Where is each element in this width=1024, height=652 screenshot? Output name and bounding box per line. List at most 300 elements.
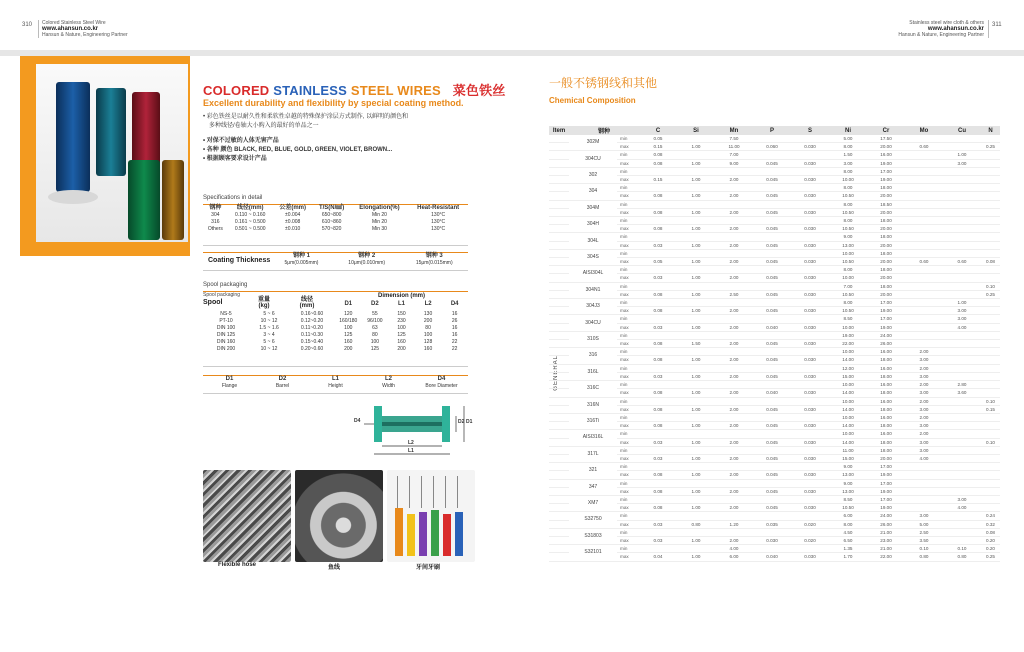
value-cell: 0.030 [791,405,829,413]
value-cell [753,479,791,487]
value-cell [677,315,715,323]
value-cell: 2.00 [715,536,753,544]
value-cell [639,299,677,307]
value-cell: 18.00 [867,184,905,192]
item-cell [549,151,569,159]
value-cell [943,463,981,471]
value-cell [753,348,791,356]
value-cell [981,323,1000,331]
value-cell [943,340,981,348]
min-max-label: max [617,389,639,397]
value-cell [905,200,943,208]
min-max-label: max [617,422,639,430]
value-cell [639,348,677,356]
value-cell: 10.00 [829,413,867,421]
value-cell: 0.25 [981,143,1000,151]
value-cell: 0.10 [943,545,981,553]
value-cell [715,331,753,339]
value-cell [753,512,791,520]
right-header [898,20,984,38]
value-cell [677,495,715,503]
value-cell [753,184,791,192]
grade-cell: 304N1 [569,282,617,298]
value-cell [639,397,677,405]
value-cell: 14.00 [829,405,867,413]
table-row [549,536,1000,544]
value-cell: 0.020 [791,536,829,544]
value-cell: 1.00 [677,454,715,462]
value-cell: 0.08 [639,471,677,479]
value-cell: 2.00 [715,389,753,397]
table-row [549,405,1000,413]
value-cell [981,307,1000,315]
value-cell: 17.00 [867,463,905,471]
value-cell: 0.030 [753,536,791,544]
min-max-label: min [617,167,639,175]
value-cell [981,430,1000,438]
value-cell: 20.00 [867,143,905,151]
value-cell [791,184,829,192]
value-cell [905,323,943,331]
table-row [549,545,1000,553]
value-cell: 3.00 [943,307,981,315]
value-cell [791,512,829,520]
table-row [549,258,1000,266]
value-cell [677,381,715,389]
table-row [549,397,1000,405]
item-cell [549,422,569,430]
value-cell: 0.08 [981,528,1000,536]
value-cell: 8.00 [829,184,867,192]
value-cell: 15.00 [829,372,867,380]
label-l1: L1 [408,448,414,454]
value-cell: 10.00 [829,381,867,389]
value-cell [791,381,829,389]
value-cell: 8.00 [829,143,867,151]
bullet-1b: 多种线径/卷轴大小购入的最好的单品之一 [209,123,319,129]
spool-diagram [354,400,473,462]
value-cell: 0.045 [753,274,791,282]
value-cell [791,479,829,487]
col-cu: Cu [943,126,981,135]
value-cell [943,176,981,184]
item-cell [549,397,569,405]
table-row [549,290,1000,298]
col-mn: Mn [715,126,753,135]
value-cell: 0.030 [791,471,829,479]
value-cell: 0.10 [981,282,1000,290]
min-max-label: min [617,348,639,356]
item-cell [549,282,569,290]
value-cell [753,463,791,471]
value-cell [943,446,981,454]
value-cell: 0.040 [753,323,791,331]
value-cell: 2.00 [715,340,753,348]
value-cell: 4.00 [943,504,981,512]
value-cell: 0.08 [639,192,677,200]
value-cell: 18.50 [867,200,905,208]
value-cell [791,200,829,208]
value-cell: 1.00 [677,258,715,266]
table-row: 304 0.110 ~ 0.160 ±0.004 650~800 Min 20 130°C [211,212,446,218]
value-cell [981,159,1000,167]
value-cell [677,413,715,421]
value-cell [753,397,791,405]
value-cell: 2.00 [905,348,943,356]
value-cell: 2.00 [905,430,943,438]
spec-header: T/S(N/㎟) [318,205,345,211]
value-cell: 2.00 [715,208,753,216]
value-cell: 1.00 [677,192,715,200]
table-row: NS-5 5 ~ 6 0.16~0.60 120 55 150 130 16 [220,311,458,317]
value-cell [905,504,943,512]
value-cell [943,372,981,380]
value-cell: 3.00 [905,405,943,413]
value-cell: 20.00 [867,208,905,216]
value-cell: 16.00 [867,364,905,372]
table-row [549,495,1000,503]
value-cell [943,528,981,536]
right-header-url[interactable]: www.ahansun.co.kr [927,26,984,32]
value-cell [753,299,791,307]
value-cell: 1.00 [677,553,715,561]
min-max-label: min [617,479,639,487]
item-cell [549,159,569,167]
value-cell: 8.00 [829,266,867,274]
value-cell: 0.040 [753,553,791,561]
value-cell [905,135,943,143]
value-cell [639,184,677,192]
value-cell [791,135,829,143]
min-max-label: min [617,495,639,503]
spool-photo [36,64,188,242]
value-cell [905,340,943,348]
value-cell: 8.00 [829,200,867,208]
table-row [549,282,1000,290]
col-s: S [791,126,829,135]
general-side-label: GENERAL [553,355,559,391]
table-row [549,217,1000,225]
value-cell: 0.030 [791,438,829,446]
item-cell [549,135,569,143]
value-cell: 3.00 [905,438,943,446]
caption-interdental-brush: 牙间牙刷 [416,565,441,571]
value-cell: 0.045 [753,307,791,315]
item-cell [549,299,569,307]
min-max-label: min [617,512,639,520]
value-cell [943,167,981,175]
value-cell: 0.08 [639,151,677,159]
table-row [549,438,1000,446]
value-cell: 18.00 [867,233,905,241]
value-cell: 1.20 [715,520,753,528]
min-max-label: min [617,463,639,471]
value-cell [791,463,829,471]
min-max-label: max [617,454,639,462]
value-cell [943,184,981,192]
table-row [549,348,1000,356]
spec-header: 线径(mm) [236,205,264,211]
value-cell [715,348,753,356]
table-row [549,331,1000,339]
spool-packaging-label: Spool packaging [203,292,240,298]
left-header-url[interactable]: www.ahansun.co.kr [42,26,99,32]
min-max-label: max [617,274,639,282]
value-cell [905,299,943,307]
value-cell [677,364,715,372]
value-cell [753,545,791,553]
bullet-list [203,113,463,164]
value-cell: 10.50 [829,290,867,298]
value-cell: 6.50 [829,536,867,544]
label-d1: D1 [466,419,473,425]
value-cell [715,381,753,389]
col-mo: Mo [905,126,943,135]
value-cell [981,389,1000,397]
value-cell [677,512,715,520]
value-cell [943,225,981,233]
value-cell [639,413,677,421]
value-cell [715,233,753,241]
value-cell [791,528,829,536]
value-cell: 1.00 [943,299,981,307]
item-cell [549,553,569,561]
value-cell: 2.00 [715,274,753,282]
value-cell: 0.03 [639,536,677,544]
min-max-label: min [617,397,639,405]
table-row [549,266,1000,274]
value-cell: 1.00 [677,307,715,315]
value-cell: 19.00 [867,159,905,167]
value-cell: 0.03 [639,372,677,380]
item-cell [549,389,569,397]
value-cell [677,348,715,356]
value-cell: 0.15 [639,176,677,184]
item-cell [549,258,569,266]
value-cell [677,200,715,208]
value-cell [791,348,829,356]
value-cell [677,217,715,225]
value-cell [981,266,1000,274]
interdental-brush-photo [387,470,475,562]
value-cell [677,151,715,159]
min-max-label: max [617,372,639,380]
item-cell [549,446,569,454]
value-cell: 0.03 [639,438,677,446]
value-cell [639,249,677,257]
item-cell [549,200,569,208]
value-cell: 0.08 [639,307,677,315]
value-cell [791,364,829,372]
value-cell [905,208,943,216]
table-row [549,208,1000,216]
value-cell [791,266,829,274]
value-cell: 1.00 [677,241,715,249]
value-cell [905,167,943,175]
value-cell [677,331,715,339]
value-cell: 16.00 [867,348,905,356]
value-cell: 20.00 [867,241,905,249]
value-cell [753,135,791,143]
value-cell: 0.030 [791,356,829,364]
grade-cell: 316N [569,397,617,413]
value-cell [791,282,829,290]
value-cell: 16.00 [867,151,905,159]
value-cell: 2.00 [715,258,753,266]
value-cell: 0.24 [981,512,1000,520]
value-cell [753,167,791,175]
value-cell [905,274,943,282]
min-max-label: min [617,249,639,257]
table-row: DIN 125 3 ~ 4 0.11~0.30 125 80 125 100 16 [216,332,458,338]
value-cell [791,299,829,307]
bullet-3: • 各种 颜色 BLACK, RED, BLUE, GOLD, GREEN, VIOLET, BROWN... [203,147,393,153]
min-max-label: max [617,192,639,200]
value-cell: 19.00 [867,504,905,512]
item-cell [549,471,569,479]
value-cell [981,340,1000,348]
value-cell [715,167,753,175]
value-cell [753,217,791,225]
min-max-label: max [617,471,639,479]
item-cell [549,143,569,151]
item-cell [549,323,569,331]
grade-cell: 321 [569,463,617,479]
table-row: 316 0.161 ~ 0.500 ±0.008 610~860 Min 20 130°C [211,219,446,225]
table-row [549,192,1000,200]
value-cell: 0.08 [639,487,677,495]
value-cell [753,331,791,339]
value-cell: 9.00 [715,159,753,167]
value-cell: 2.00 [715,192,753,200]
value-cell: 0.030 [791,192,829,200]
value-cell [981,381,1000,389]
value-cell: 21.00 [867,545,905,553]
value-cell: 13.00 [829,471,867,479]
col-ni: Ni [829,126,867,135]
value-cell [943,143,981,151]
value-cell [943,266,981,274]
table-row [549,249,1000,257]
min-max-label: max [617,159,639,167]
value-cell [981,241,1000,249]
item-cell [549,331,569,339]
value-cell: 0.15 [639,143,677,151]
value-cell: 19.00 [867,307,905,315]
value-cell [753,381,791,389]
item-cell [549,487,569,495]
grade-cell: S32750 [569,512,617,528]
value-cell: 0.08 [639,422,677,430]
value-cell [677,167,715,175]
value-cell: 7.50 [715,135,753,143]
value-cell [981,348,1000,356]
value-cell [715,217,753,225]
value-cell [943,364,981,372]
value-cell: 1.00 [677,356,715,364]
col-p: P [753,126,791,135]
table-row [549,471,1000,479]
item-cell [549,413,569,421]
value-cell: 1.00 [677,487,715,495]
value-cell [791,151,829,159]
grade-cell: 304J3 [569,299,617,315]
label-d4: D4 [354,418,361,424]
value-cell: 2.00 [715,438,753,446]
grade-cell: S32101 [569,545,617,561]
value-cell: 2.00 [715,372,753,380]
value-cell: 0.045 [753,241,791,249]
title-word-steel: STEEL WIRES [350,83,441,98]
table-row [549,389,1000,397]
value-cell: 23.00 [867,536,905,544]
grade-cell: 304CU [569,151,617,167]
item-cell [549,528,569,536]
value-cell [639,315,677,323]
value-cell: 0.08 [639,356,677,364]
value-cell: 0.60 [943,258,981,266]
grade-cell: 316L [569,364,617,380]
value-cell: 0.08 [639,389,677,397]
value-cell [677,545,715,553]
value-cell: 8.00 [829,299,867,307]
value-cell: 8.00 [829,217,867,225]
value-cell [905,282,943,290]
value-cell: 2.00 [715,487,753,495]
value-cell [715,479,753,487]
value-cell [943,487,981,495]
product-subtitle: Excellent durability and flexibility by special coating method. [203,98,464,108]
value-cell: 4.00 [943,323,981,331]
value-cell [639,200,677,208]
value-cell: 10.00 [829,348,867,356]
value-cell [943,274,981,282]
value-cell: 18.00 [867,446,905,454]
value-cell [753,266,791,274]
value-cell: 0.030 [791,487,829,495]
value-cell: 0.03 [639,241,677,249]
spool-table [203,311,468,353]
chem-header-row [549,126,1000,135]
value-cell: 3.00 [905,422,943,430]
value-cell: 13.00 [829,241,867,249]
value-cell: 17.00 [867,495,905,503]
table-row [549,528,1000,536]
value-cell: 4.00 [905,454,943,462]
value-cell: 18.00 [867,422,905,430]
item-cell [549,208,569,216]
value-cell [981,208,1000,216]
table-row [549,413,1000,421]
item-cell [549,405,569,413]
value-cell [639,545,677,553]
value-cell: 1.00 [677,422,715,430]
value-cell [905,315,943,323]
value-cell: 14.00 [829,389,867,397]
value-cell [905,307,943,315]
left-header-title: Colored Stainless Steel Wire [42,20,106,26]
value-cell [943,413,981,421]
value-cell [943,135,981,143]
table-row [549,233,1000,241]
table-row [549,364,1000,372]
header-divider [38,20,39,38]
min-max-label: max [617,536,639,544]
value-cell: 1.00 [677,504,715,512]
value-cell: 0.030 [791,553,829,561]
value-cell [715,512,753,520]
value-cell [753,528,791,536]
